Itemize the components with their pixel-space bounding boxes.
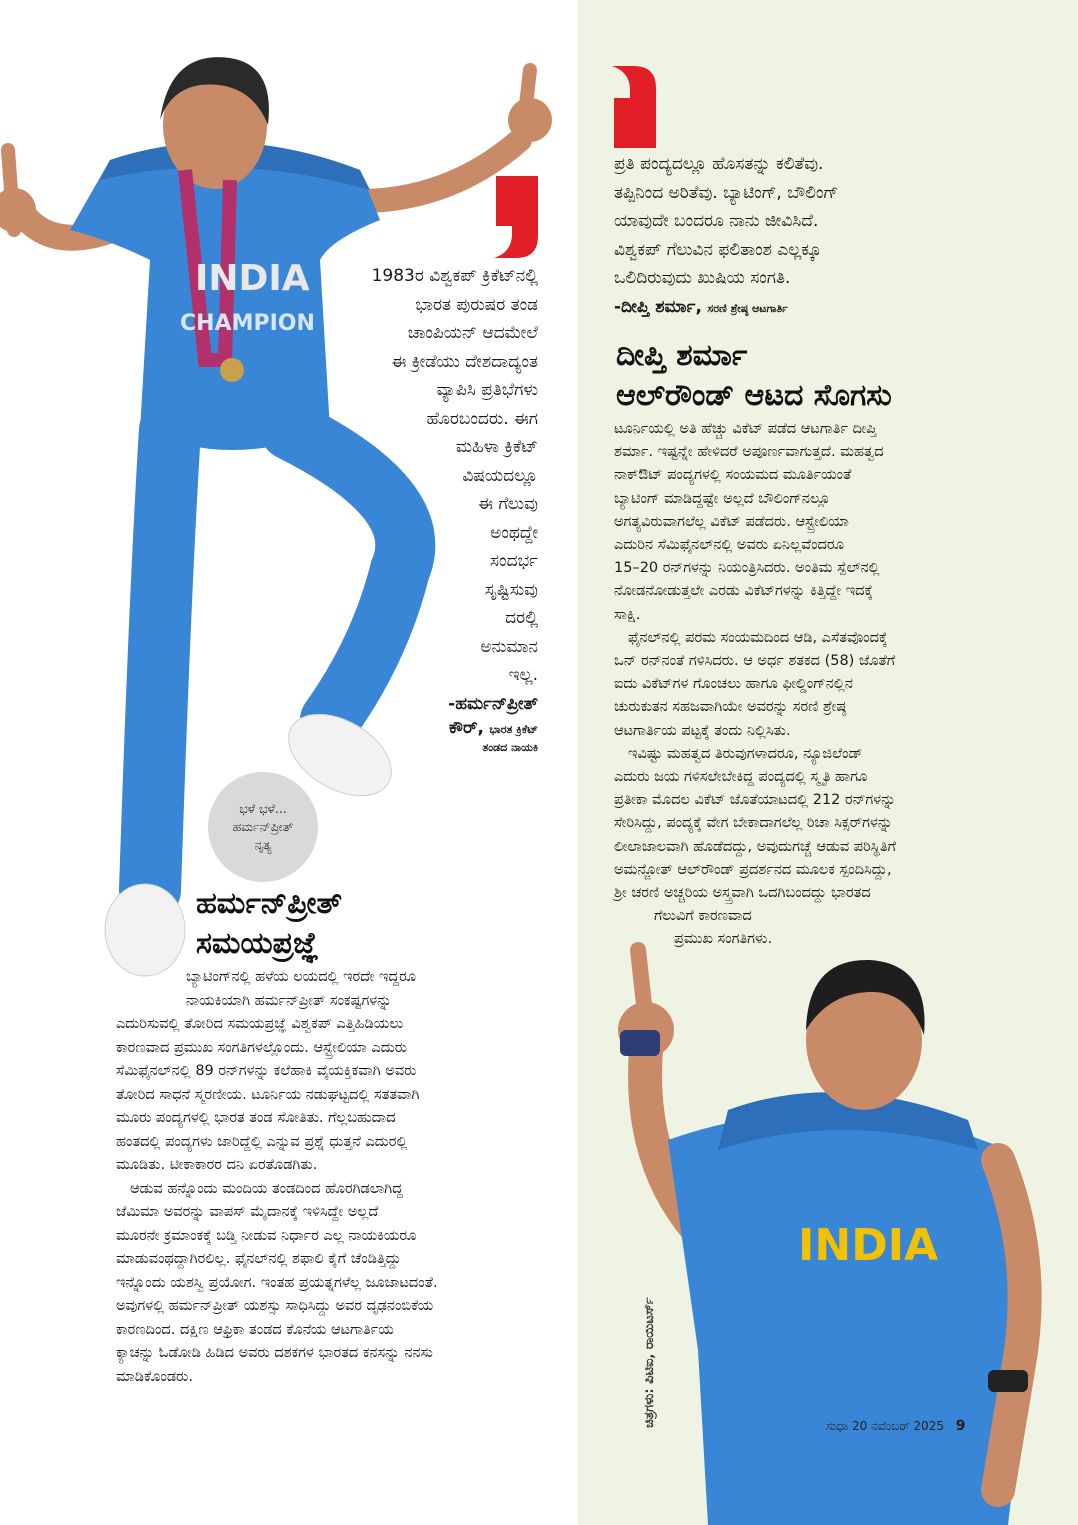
quote-attribution-role: ಭಾರತ ಕ್ರಿಕೆಟ್ xyxy=(489,723,538,736)
quote-mark-left xyxy=(486,176,538,258)
body-line: ಐದು ವಿಕೆಟ್‌ಗಳ ಗೊಂಚಲು ಹಾಗೂ ಫೀಲ್ಡಿಂಗ್‌ನಲ್ಲಿನ xyxy=(614,676,853,693)
photo-credit: ಚಿತ್ರಗಳು: ಪಿಟಿಐ, ರಾಯಿಟರ್ಸ್ xyxy=(642,1297,657,1428)
harmanpreet-jersey-sub: CHAMPION xyxy=(180,311,315,336)
body-line: ಬ್ಯಾಟಿಂಗ್‌ನಲ್ಲಿ ಹಳೆಯ ಲಯದಲ್ಲಿ ಇರದೇ ಇದ್ದರೂ xyxy=(186,969,416,985)
body-line: ಒನ್ ರನ್‌ನಂತೆ ಗಳಿಸಿದರು. ಆ ಅರ್ಧ ಶತಕದ (58) ಜೊತೆಗೆ xyxy=(614,653,896,670)
body-line: ಶರ್ಮಾ. ಇಷ್ಟನ್ನೇ ಹೇಳಿದರೆ ಅಪೂರ್ಣವಾಗುತ್ತದೆ. ಮಹತ್ವದ xyxy=(614,444,884,461)
page-number: 9 xyxy=(955,1418,966,1434)
body-line: ಜೆಮಿಮಾ ಅವರನ್ನು ವಾಪಸ್ ಮೈದಾನಕ್ಕೆ ಇಳಿಸಿದ್ದೇ ಅಲ್ಲದೆ xyxy=(116,1204,379,1220)
body-line: ಪ್ರತೀಕಾ ಮೊದಲ ವಿಕೆಟ್ ಜೊತೆಯಾಟದಲ್ಲಿ 212 ರನ್‌ಗಳನ್ನು xyxy=(614,792,896,809)
body-line: ಮಾಡುವಂಥದ್ದಾಗಿರಲಿಲ್ಲ. ಫೈನಲ್‌ನಲ್ಲಿ ಶಫಾಲಿ ಕೈಗೆ ಚೆಂಡಿತ್ತಿದ್ದು xyxy=(116,1251,402,1267)
quote-line: ಅಂಥದ್ದೇ xyxy=(490,522,538,543)
body-line: ಅವುಗಳಲ್ಲಿ ಹರ್ಮನ್‌ಪ್ರೀತ್ ಯಶಸ್ಸು ಸಾಧಿಸಿದ್ದು ಅವರ ದೃಢನಂಬಿಕೆಯ xyxy=(116,1298,434,1314)
body-line: ಲೀಲಾಜಾಲವಾಗಿ ಹೊಡೆದದ್ದು, ಅವುದುಗಚ್ಚೆ ಆಡುವ ಪರಿಸ್ಥಿತಿಗೆ xyxy=(614,838,897,855)
bubble-line: ಹರ್ಮನ್‌ಪ್ರೀತ್ xyxy=(232,819,294,834)
body-line: ಎದುರು ಜಯ ಗಳಿಸಲೇಬೇಕಿದ್ದ ಪಂದ್ಯದಲ್ಲಿ ಸ್ಮೃತಿ ಹಾಗೂ xyxy=(614,769,868,786)
body-line: ಆಟಗಾರ್ತಿಯ ಪಟ್ಟಕ್ಕೆ ತಂದು ನಿಲ್ಲಿಸಿತು. xyxy=(614,722,791,739)
body-line: ಗೆಲುವಿಗೆ ಕಾರಣವಾದ xyxy=(654,908,752,925)
body-line: ಶ್ರೀ ಚರಣಿ ಅಚ್ಚರಿಯ ಅಸ್ತ್ರವಾಗಿ ಒದಗಿಬಂದದ್ದು ಭಾರತದ xyxy=(614,885,871,902)
harmanpreet-section-title xyxy=(196,884,342,964)
magazine-issue: ಸುಧಾ 20 ನವೆಂಬರ್ 2025 xyxy=(826,1419,944,1433)
deepti-quote xyxy=(614,150,1034,323)
body-line: ಮಾಡಿಕೊಂಡರು. xyxy=(116,1368,193,1385)
body-line: ಕ್ಯಾಚನ್ನು ಓಡೋಡಿ ಹಿಡಿದ ಅವರು ದಶಕಗಳ ಭಾರತದ ಕನಸನ್ನು ನನಸು xyxy=(116,1345,433,1361)
body-line: ಅಗತ್ಯವಿರುವಾಗಲೆಲ್ಲ ವಿಕೆಟ್ ಪಡೆದರು. ಆಸ್ಟ್ರೇಲಿಯಾ xyxy=(614,513,849,530)
deepti-jersey-text: INDIA xyxy=(798,1220,939,1271)
quote-line: ಸೃಷ್ಟಿಸುವು xyxy=(484,579,538,600)
body-line: ಎದುರಿಸುವಲ್ಲಿ ತೋರಿದ ಸಮಯಪ್ರಜ್ಞೆ ವಿಶ್ವಕಪ್ ಎತ್ತಿಹಿಡಿಯಲು xyxy=(116,1016,404,1032)
title-line: ಆಲ್‌ರೌಂಡ್ ಆಟದ ಸೊಗಸು xyxy=(616,378,892,413)
quote-line: ಈ ಗೆಲುವು xyxy=(478,494,538,514)
quote-attribution-role: ಸರಣಿ ಶ್ರೇಷ್ಠ ಆಟಗಾರ್ತಿ xyxy=(707,301,788,315)
deepti-photo xyxy=(578,930,1078,1525)
title-line: ಹರ್ಮನ್‌ಪ್ರೀತ್ xyxy=(196,886,343,921)
quote-line: ಮಹಿಳಾ ಕ್ರಿಕೆಟ್ xyxy=(455,437,538,457)
body-line: ಇವಿಷ್ಟು ಮಹತ್ವದ ತಿರುವುಗಳಾದರೂ, ನ್ಯೂಜಿಲೆಂಡ್ xyxy=(628,745,863,762)
quote-line: ವಿಷಯದಲ್ಲೂ xyxy=(462,465,538,486)
quote-line: 1983ರ ವಿಶ್ವಕಪ್ ಕ್ರಿಕೆಟ್‌ನಲ್ಲಿ xyxy=(371,266,538,286)
deepti-section-title xyxy=(616,336,892,416)
body-line: ಪ್ರಮುಖ ಸಂಗತಿಗಳು. xyxy=(674,931,773,948)
harmanpreet-body xyxy=(116,966,556,1389)
body-line: ನೋಡನೋಡುತ್ತಲೇ ಎರಡು ವಿಕೆಟ್‌ಗಳನ್ನು ಕಿತ್ತಿದ್ದೇ ಇದಕ್ಕೆ xyxy=(614,583,873,600)
body-line: ಎದುರಿನ ಸೆಮಿಫೈನಲ್‌ನಲ್ಲಿ ಅವರು ಏನಿಲ್ಲವೆಂದರೂ xyxy=(614,537,844,554)
body-line: ಮೂಡಿತು. ಟೀಕಾಕಾರರ ದನಿ ಏರತೊಡಗಿತು. xyxy=(116,1157,318,1173)
body-line: ಚುರುಕುತನ ಸಹಜವಾಗಿಯೇ ಅವರನ್ನು ಸರಣಿ ಶ್ರೇಷ್ಠ xyxy=(614,699,847,716)
quote-line: ಯಾವುದೇ ಬಂದರೂ ನಾನು ಜೀವಿಸಿದೆ. xyxy=(614,211,819,231)
quote-line: ಹೊರಬಂದರು. ಈಗ xyxy=(426,408,538,429)
quote-line: ಒಲಿದಿರುವುದು ಖುಷಿಯ ಸಂಗತಿ. xyxy=(614,268,791,288)
body-line: ಟೂರ್ನಿಯಲ್ಲಿ ಅತಿ ಹೆಚ್ಚು ವಿಕೆಟ್ ಪಡೆದ ಆಟಗಾರ್ತಿ ದೀಪ್ತಿ xyxy=(614,421,877,437)
quote-line: ಅನುಮಾನ xyxy=(480,636,538,657)
body-line: ಮೂರನೇ ಕ್ರಮಾಂಕಕ್ಕೆ ಬಡ್ತಿ ನೀಡುವ ನಿರ್ಧಾರ ಎಲ್ಲ ನಾಯಕಿಯರೂ xyxy=(116,1227,417,1244)
quote-line: ಸಂದರ್ಭ xyxy=(490,551,538,571)
quote-line: ಭಾರತ ಪುರುಷರ ತಂಡ xyxy=(415,294,538,315)
deepti-body xyxy=(614,418,1064,952)
quote-line: ವಿಶ್ವಕಪ್ ಗೆಲುವಿನ ಫಲಿತಾಂಶ ಎಲ್ಲಕ್ಕೂ xyxy=(614,239,822,260)
body-line: 15–20 ರನ್‌ಗಳನ್ನು ನಿಯಂತ್ರಿಸಿದರು. ಅಂತಿಮ ಸ್ಪೆಲ್‌ನಲ್ಲಿ xyxy=(614,560,880,577)
body-line: ಸೆಮಿಫೈನಲ್‌ನಲ್ಲಿ 89 ರನ್‌ಗಳನ್ನು ಕಲೆಹಾಕಿ ವೈಯಕ್ತಿಕವಾಗಿ ಅವರು xyxy=(116,1063,417,1079)
quote-line: ತಪ್ಪಿನಿಂದ ಅರಿತೆವು. ಬ್ಯಾಟಿಂಗ್, ಬೌಲಿಂಗ್ xyxy=(614,182,839,203)
body-line: ತೋರಿದ ಸಾಧನೆ ಸ್ಮರಣೀಯ. ಟೂರ್ನಿಯ ನಡುಘಟ್ಟದಲ್ಲಿ ಸತತವಾಗಿ xyxy=(116,1086,420,1103)
quote-attribution-name: -ದೀಪ್ತಿ ಶರ್ಮಾ, xyxy=(614,296,702,317)
body-line: ಇನ್ನೊಂದು ಯಶಸ್ವಿ ಪ್ರಯೋಗ. ಇಂತಹ ಪ್ರಯತ್ನಗಳೆಲ್ಲ ಜೂಜಾಟದಂತೆ. xyxy=(116,1274,438,1291)
body-line: ಹಂತದಲ್ಲಿ ಪಂದ್ಯಗಳು ಜಾರಿದ್ದೆಲ್ಲಿ ಎನ್ನುವ ಪ್ರಶ್ನೆ ಧುತ್ತನೆ ಎದುರಲ್ಲಿ xyxy=(116,1133,408,1150)
quote-line: ವ್ಯಾಪಿಸಿ ಪ್ರತಿಭೆಗಳು xyxy=(436,380,538,400)
quote-line: ಇಲ್ಲ. xyxy=(508,665,538,685)
body-line: ಕಾರಣವಾದ ಪ್ರಮುಖ ಸಂಗತಿಗಳಲ್ಲೊಂದು. ಆಸ್ಟ್ರೇಲಿಯಾ ಎದುರು xyxy=(116,1039,408,1056)
quote-mark-right xyxy=(604,66,656,148)
quote-line: ಚಾಂಪಿಯನ್ ಆದಮೇಲೆ xyxy=(407,323,538,343)
quote-attribution-name: -ಹರ್ಮನ್‌ಪ್ರೀತ್ xyxy=(448,693,538,714)
body-line: ನಾಯಕಿಯಾಗಿ ಹರ್ಮನ್‌ಪ್ರೀತ್ ಸಂಕಷ್ಟಗಳನ್ನು xyxy=(186,992,392,1009)
quote-attribution-role-2: ತಂಡದ ನಾಯಕಿ xyxy=(482,741,538,754)
title-line: ದೀಪ್ತಿ ಶರ್ಮಾ xyxy=(616,338,748,373)
body-line: ಕಾರಣದಿಂದ. ದಕ್ಷಿಣ ಆಫ್ರಿಕಾ ತಂಡದ ಕೊನೆಯ ಆಟಗಾರ್ತಿಯ xyxy=(116,1321,394,1338)
quote-line: ಪ್ರತಿ ಪಂದ್ಯದಲ್ಲೂ ಹೊಸತನ್ನು ಕಲಿತೆವು. xyxy=(614,154,824,174)
body-line: ಬ್ಯಾಟಿಂಗ್ ಮಾಡಿದ್ದಷ್ಟೇ ಅಲ್ಲದೆ ಬೌಲಿಂಗ್‌ನಲ್ಲೂ xyxy=(614,490,831,507)
page-footer xyxy=(826,1418,966,1434)
title-line: ಸಮಯಪ್ರಜ್ಞೆ xyxy=(196,926,319,961)
body-line: ಮೂರು ಪಂದ್ಯಗಳಲ್ಲಿ ಭಾರತ ತಂಡ ಸೋತಿತು. ಗೆಲ್ಲಬಹುದಾದ xyxy=(116,1110,396,1126)
body-line: ಸೇರಿಸಿದ್ದು, ಪಂದ್ಯಕ್ಕೆ ವೇಗ ಬೇಕಾದಾಗಲೆಲ್ಲ ರಿಚಾ ಸಿಕ್ಸರ್‌ಗಳನ್ನು xyxy=(614,815,893,832)
quote-attribution-name-2: ಕೌರ್, xyxy=(449,718,484,738)
body-line: ನಾಕ್‌ಔಟ್ ಪಂದ್ಯಗಳಲ್ಲಿ ಸಂಯಮದ ಮೂರ್ತಿಯಂತೆ xyxy=(614,467,852,484)
bubble-line: ಭಳೆ ಭಳೆ... xyxy=(239,801,287,816)
body-line: ಸಾಕ್ಷಿ. xyxy=(614,606,641,623)
bubble-line: ನೃತ್ಯ xyxy=(254,837,272,852)
harmanpreet-quote xyxy=(290,262,538,756)
harmanpreet-jersey-text: INDIA xyxy=(195,258,310,299)
quote-line: ದರಲ್ಲಿ xyxy=(505,608,538,628)
body-line: ಆಡುವ ಹನ್ನೊಂದು ಮಂದಿಯ ತಂಡದಿಂದ ಹೊರಗಿಡಲಾಗಿದ್ದ xyxy=(130,1180,403,1197)
body-line: ಅಮನ್ಜೋತ್ ಆಲ್‌ರೌಂಡ್ ಪ್ರದರ್ಶನದ ಮೂಲಕ ಸ್ಪಂದಿಸಿದ್ದು, xyxy=(614,861,892,878)
body-line: ಫೈನಲ್‌ನಲ್ಲಿ ಪರಮ ಸಂಯಮದಿಂದ ಆಡಿ, ಎಸೆತವೊಂದಕ್ಕೆ xyxy=(628,629,888,646)
quote-line: ಈ ಕ್ರೀಡೆಯು ದೇಶದಾದ್ಯಂತ xyxy=(391,351,538,372)
photo-caption-bubble xyxy=(208,772,318,882)
